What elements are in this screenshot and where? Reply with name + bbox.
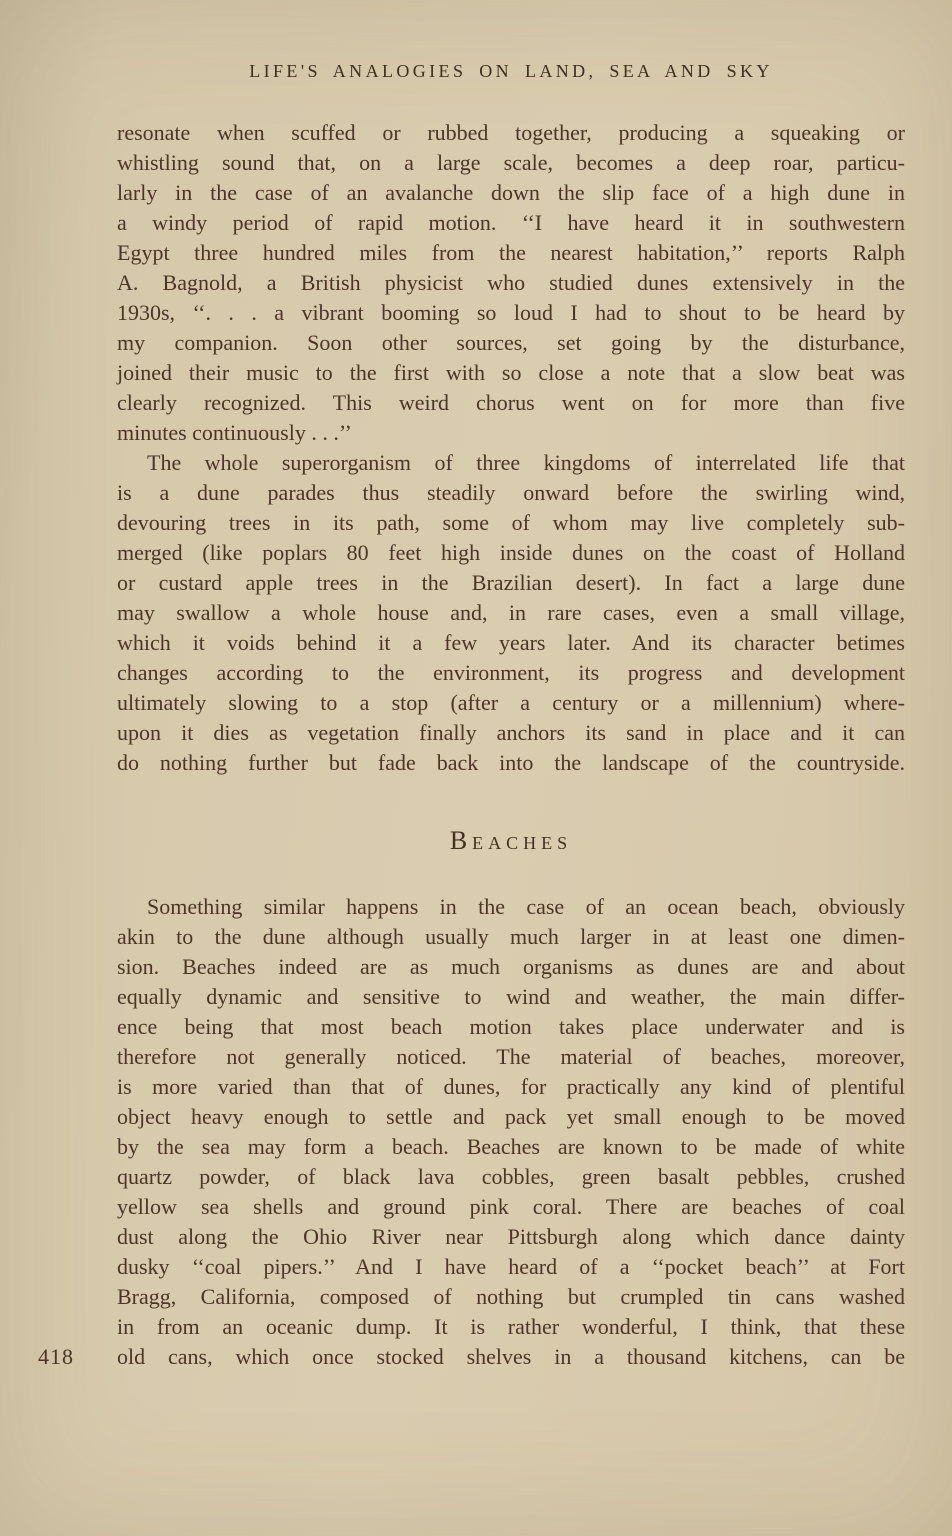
paragraph [117, 448, 905, 778]
text-block [117, 118, 905, 1372]
text-line: clearly recognized. This weird chorus went on for more than five [117, 390, 905, 415]
text-line: in from an oceanic dump. It is rather wonderful, I think, that these [117, 1314, 905, 1339]
text-line: A. Bagnold, a British physicist who studied dunes extensively in the [117, 270, 905, 295]
section-heading: Beaches [449, 826, 573, 855]
text-line: resonate when scuffed or rubbed together, producing a squeaking or [117, 120, 905, 145]
text-line: is a dune parades thus steadily onward before the swirling wind, [117, 480, 905, 505]
text-line: or custard apple trees in the Brazilian desert). In fact a large dune [117, 570, 905, 595]
text-line: merged (like poplars 80 feet high inside dunes on the coast of Holland [117, 540, 905, 565]
text-line: my companion. Soon other sources, set going by the disturbance, [117, 330, 905, 355]
text-line: by the sea may form a beach. Beaches are known to be made of white [117, 1134, 905, 1159]
text-line: changes according to the environment, its progress and development [117, 660, 905, 685]
text-line: Something similar happens in the case of an ocean beach, obviously [147, 894, 905, 919]
text-line: upon it dies as vegetation finally anchors its sand in place and it can [117, 720, 905, 745]
text-line: a windy period of rapid motion. ‘‘I have heard it in southwestern [117, 210, 905, 235]
text-line: 1930s, ‘‘. . . a vibrant booming so loud I had to shout to be heard by [117, 300, 905, 325]
text-line: ultimately slowing to a stop (after a century or a millennium) where- [117, 690, 905, 715]
text-line: Egypt three hundred miles from the nearest habitation,’’ reports Ralph [117, 240, 905, 265]
text-line: The whole superorganism of three kingdoms of interrelated life that [147, 450, 905, 475]
text-line: dust along the Ohio River near Pittsburgh along which dance dainty [117, 1224, 905, 1249]
text-line: dusky ‘‘coal pipers.’’ And I have heard of a ‘‘pocket beach’’ at Fort [117, 1254, 905, 1279]
paragraph [117, 892, 905, 1372]
text-line: equally dynamic and sensitive to wind and weather, the main differ- [117, 984, 905, 1009]
text-line: quartz powder, of black lava cobbles, green basalt pebbles, crushed [117, 1164, 905, 1189]
running-head: LIFE'S ANALOGIES ON LAND, SEA AND SKY [249, 61, 773, 81]
text-line: sion. Beaches indeed are as much organisms as dunes are and about [117, 954, 905, 979]
text-line: is more varied than that of dunes, for practically any kind of plentiful [117, 1074, 905, 1099]
text-line: object heavy enough to settle and pack yet small enough to be moved [117, 1104, 905, 1129]
text-line: whistling sound that, on a large scale, becomes a deep roar, particu- [117, 150, 905, 175]
text-line: which it voids behind it a few years later. And its character betimes [117, 630, 905, 655]
text-line: devouring trees in its path, some of whom may live completely sub- [117, 510, 905, 535]
text-line: yellow sea shells and ground pink coral. There are beaches of coal [117, 1194, 905, 1219]
text-line: Bragg, California, composed of nothing but crumpled tin cans washed [117, 1284, 905, 1309]
text-line: larly in the case of an avalanche down the slip face of a high dune in [117, 180, 905, 205]
text-line: may swallow a whole house and, in rare cases, even a small village, [117, 600, 905, 625]
text-line: ence being that most beach motion takes place underwater and is [117, 1014, 905, 1039]
page-number: 418 [38, 1344, 74, 1369]
text-line: old cans, which once stocked shelves in a thousand kitchens, can be [117, 1344, 905, 1369]
text-line: akin to the dune although usually much larger in at least one dimen- [117, 924, 905, 949]
paragraph [117, 118, 905, 448]
text-line: do nothing further but fade back into the landscape of the countryside. [117, 750, 905, 775]
text-line: minutes continuously . . .’’ [117, 420, 352, 445]
text-line: therefore not generally noticed. The material of beaches, moreover, [117, 1044, 905, 1069]
text-line: joined their music to the first with so close a note that a slow beat was [117, 360, 905, 385]
